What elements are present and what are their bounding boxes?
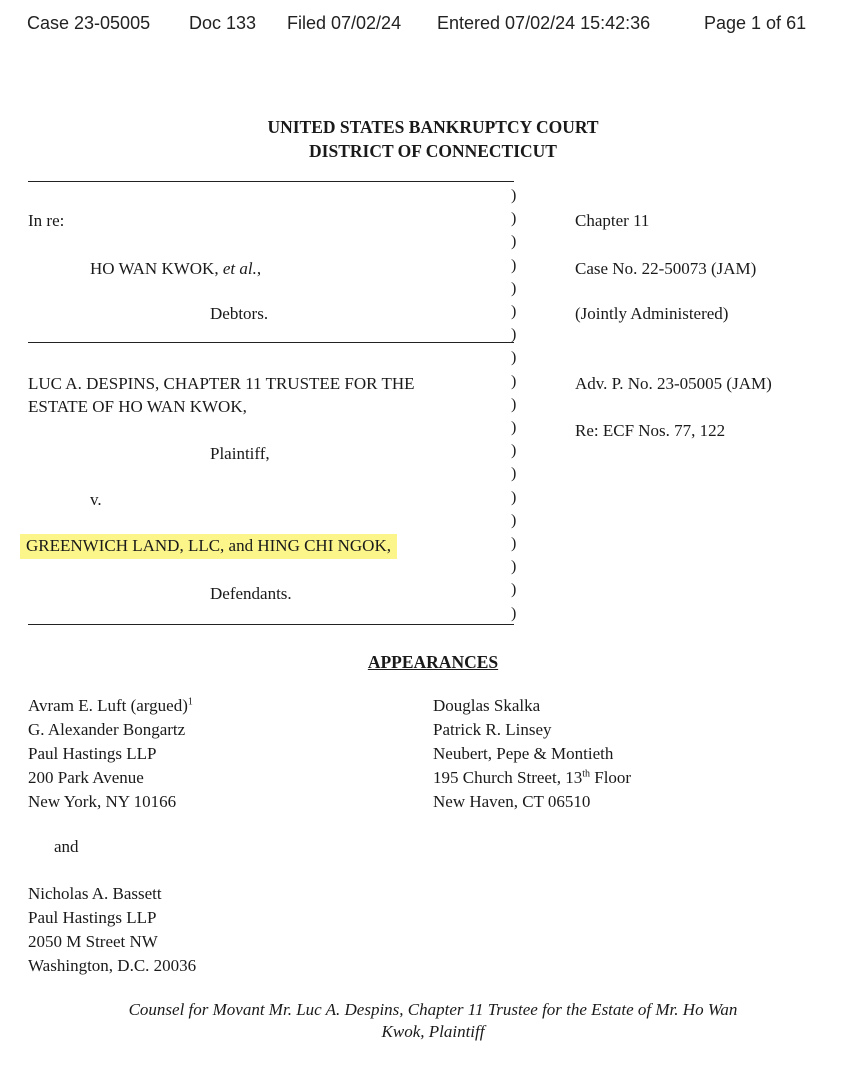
paren: ): [511, 442, 517, 460]
firm-street: 2050 M Street NW: [28, 932, 158, 951]
footnote-marker: 1: [187, 696, 193, 708]
paren: ): [511, 558, 517, 576]
paren: ): [511, 233, 517, 251]
paren: ): [511, 279, 517, 297]
debtor-et-al: et al.: [222, 259, 257, 278]
plaintiff-name-line1: LUC A. DESPINS, CHAPTER 11 TRUSTEE FOR THE: [28, 374, 415, 393]
paren: ): [511, 535, 517, 553]
paren: ): [511, 419, 517, 437]
appearances-left: [28, 694, 193, 814]
firm-street: 200 Park Avenue: [28, 768, 144, 787]
paren: ): [511, 511, 517, 529]
defendants-label: Defendants.: [210, 584, 292, 603]
attorney-linsey: Patrick R. Linsey: [433, 720, 552, 739]
plaintiff-name-line2: ESTATE OF HO WAN KWOK,: [28, 397, 247, 416]
paren: ): [511, 395, 517, 413]
versus-label: v.: [90, 490, 102, 509]
debtor-name-text: HO WAN KWOK,: [90, 259, 219, 278]
paren: ): [511, 210, 517, 228]
firm-name: Neubert, Pepe & Montieth: [433, 744, 614, 763]
jointly-administered: (Jointly Administered): [575, 304, 729, 323]
entered-date: Entered 07/02/24 15:42:36: [437, 13, 651, 33]
re-ecf-nos: Re: ECF Nos. 77, 122: [575, 421, 726, 440]
counsel-description-line1: Counsel for Movant Mr. Luc A. Despins, Chapter 11 Trustee for the Estate of Mr. Ho Wan: [128, 1000, 738, 1019]
paren: ): [511, 488, 517, 506]
paren: ): [511, 465, 517, 483]
paren: ): [511, 256, 517, 274]
doc-number: Doc 133: [189, 13, 257, 33]
appearances-left-second: [28, 882, 196, 978]
debtor-comma: ,: [256, 259, 262, 278]
attorney-bongartz: G. Alexander Bongartz: [28, 720, 186, 739]
case-no: Case No. 22-50073 (JAM): [575, 259, 757, 278]
firm-street: [433, 766, 631, 790]
firm-name: Paul Hastings LLP: [28, 908, 157, 927]
highlighted-defendants: GREENWICH LAND, LLC, and HING CHI NGOK,: [20, 534, 397, 559]
caption-bottom-rule: [28, 624, 514, 625]
firm-name: Paul Hastings LLP: [28, 744, 157, 763]
counsel-description-line2: Kwok, Plaintiff: [381, 1022, 485, 1041]
appearances-right: [433, 694, 631, 814]
paren: ): [511, 604, 517, 622]
paren: ): [511, 303, 517, 321]
street-text: 195 Church Street, 13: [433, 768, 583, 787]
firm-city: Washington, D.C. 20036: [28, 956, 197, 975]
appearances-heading: APPEARANCES: [367, 652, 499, 672]
attorney-bassett: Nicholas A. Bassett: [28, 884, 162, 903]
floor-text: Floor: [589, 768, 632, 787]
adversary-proceeding-no: Adv. P. No. 23-05005 (JAM): [575, 374, 772, 393]
attorney-luft: [28, 694, 193, 718]
attorney-luft-name: Avram E. Luft (argued): [28, 696, 188, 715]
court-district: DISTRICT OF CONNECTICUT: [309, 141, 557, 161]
paren: ): [511, 349, 517, 367]
and-connector: and: [54, 837, 79, 856]
case-number: Case 23-05005: [27, 13, 151, 33]
plaintiff-label: Plaintiff,: [210, 444, 270, 463]
debtors-label: Debtors.: [210, 304, 269, 323]
ordinal-suffix: th: [582, 768, 590, 780]
in-re-label: In re:: [28, 211, 65, 230]
page-count: Page 1 of 61: [704, 13, 807, 33]
firm-city: New York, NY 10166: [28, 792, 177, 811]
caption-top-rule: [28, 181, 514, 182]
defendants-names: [28, 536, 397, 556]
chapter-label: Chapter 11: [575, 211, 650, 230]
firm-city: New Haven, CT 06510: [433, 792, 591, 811]
paren: ): [511, 187, 517, 204]
debtor-name: [90, 259, 261, 279]
paren: ): [511, 581, 517, 599]
caption-parenthesis-column: [511, 184, 525, 625]
court-name: UNITED STATES BANKRUPTCY COURT: [267, 117, 599, 137]
paren: ): [511, 372, 517, 390]
attorney-skalka: Douglas Skalka: [433, 696, 541, 715]
caption-middle-rule: [28, 342, 514, 343]
filed-date: Filed 07/02/24: [287, 13, 402, 33]
paren: ): [511, 326, 517, 344]
